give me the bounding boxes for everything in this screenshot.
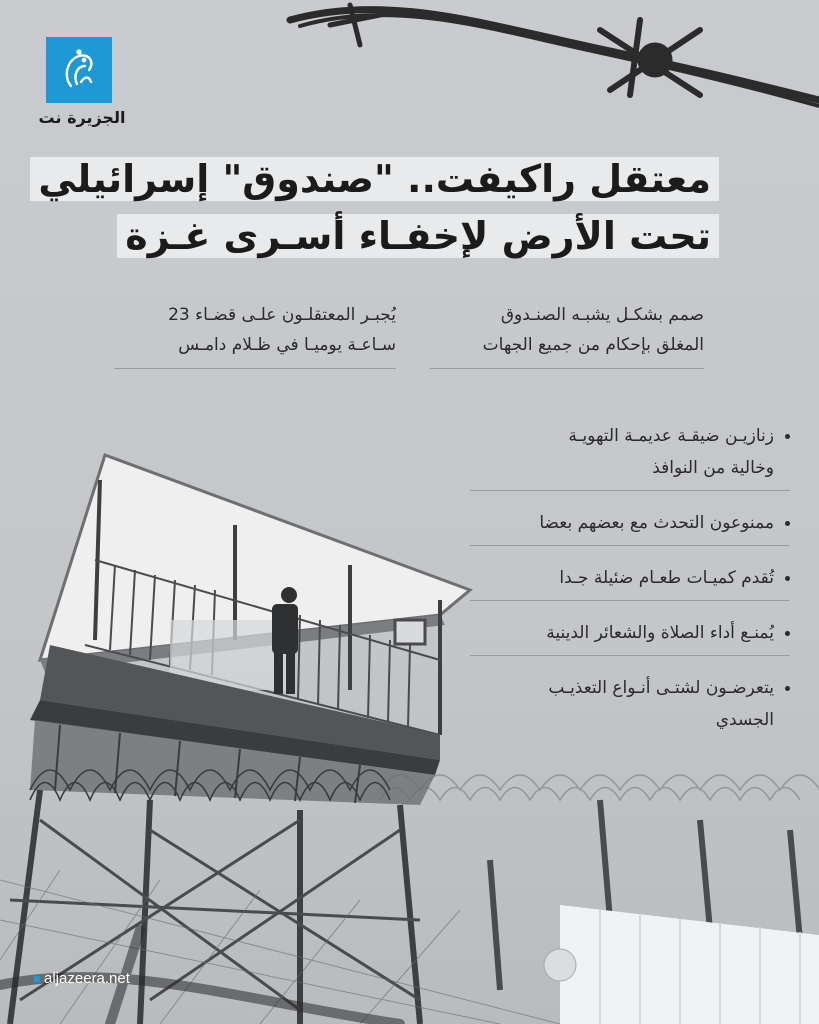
website-url: aljazeera.net bbox=[44, 970, 130, 987]
website-link[interactable] bbox=[34, 970, 130, 987]
list-item: زنازيـن ضيقـة عديمـة التهويـة وخالية من النوافذ bbox=[470, 418, 790, 491]
list-item: ممنوعون التحدث مع بعضهم بعضا bbox=[470, 505, 790, 546]
page-title-line2: تحت الأرض لإخفـاء أسـرى غـزة bbox=[117, 212, 719, 260]
conditions-list bbox=[470, 418, 790, 756]
page-title-line1: معتقل راكيفت.. "صندوق" إسرائيلي bbox=[30, 155, 719, 203]
highlight-design-line2: المغلق بإحكام من جميع الجهات bbox=[482, 335, 704, 355]
highlight-design-line1: صمم بشكـل يشبـه الصنـدوق bbox=[500, 305, 704, 325]
highlight-design bbox=[430, 300, 704, 369]
list-item: تُقدم كميـات طعـام ضئيلة جـدا bbox=[470, 560, 790, 601]
brand-name: الجزيرة نت bbox=[38, 108, 126, 127]
square-bullet-icon bbox=[34, 976, 40, 982]
bullet-icon bbox=[785, 434, 790, 439]
list-item: يُمنـع أداء الصلاة والشعائر الدينية bbox=[470, 615, 790, 656]
list-item: يتعرضـون لشتـى أنـواع التعذيـب الجسدي bbox=[470, 670, 790, 742]
bullet-icon bbox=[785, 576, 790, 581]
bullet-icon bbox=[785, 686, 790, 691]
highlight-darkness bbox=[114, 300, 396, 369]
aljazeera-logo bbox=[46, 37, 112, 103]
bullet-icon bbox=[785, 521, 790, 526]
highlight-darkness-line2: سـاعـة يوميـا في ظـلام دامـس bbox=[178, 335, 396, 355]
bullet-icon bbox=[785, 631, 790, 636]
aljazeera-calligraphy-icon bbox=[55, 46, 103, 94]
highlight-darkness-line1: يُجبـر المعتقلـون علـى قضـاء 23 bbox=[168, 305, 396, 325]
